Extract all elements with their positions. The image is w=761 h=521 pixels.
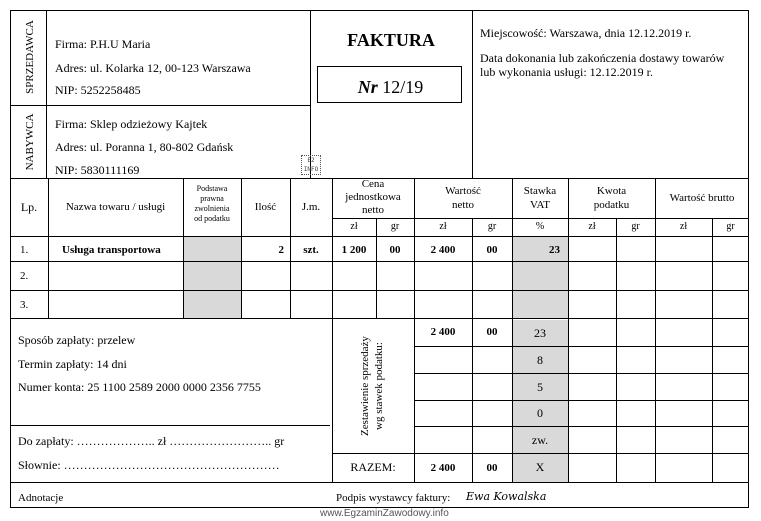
watermark: www.EgzaminZawodowy.info — [320, 508, 449, 519]
summary-rate-23: 23 — [534, 326, 546, 340]
sub-vat-pct: % — [535, 221, 545, 232]
row3-lp: 3. — [20, 299, 29, 311]
col-basis-2: prawna — [200, 194, 224, 203]
amount-to-pay: Do zapłaty: ……………….. zł …………………….. gr — [18, 434, 285, 448]
col-price-3: netto — [362, 204, 384, 216]
summary-row1-net-zl: 2 400 — [430, 326, 456, 338]
payment-term: Termin zapłaty: 14 dni — [18, 357, 127, 371]
summary-rate-0: 0 — [537, 406, 543, 420]
sub-gross-gr: gr — [726, 221, 735, 232]
row1-net-zl: 2 400 — [430, 244, 456, 256]
delivery-date-line1: Data dokonania lub zakończenia dostawy towarów — [480, 51, 725, 65]
col-net-1: Wartość — [445, 185, 481, 197]
row1-name: Usługa transportowa — [62, 244, 161, 256]
sub-price-zl: zł — [350, 221, 358, 232]
col-vat-2: VAT — [530, 199, 550, 211]
col-name: Nazwa towaru / usługi — [65, 201, 166, 213]
invoice-number-prefix: Nr — [357, 77, 378, 97]
stamp-icon: E2 INFO — [301, 155, 321, 175]
total-net-gr: 00 — [486, 462, 498, 474]
row2-lp: 2. — [20, 270, 29, 282]
summary-row1-net-gr: 00 — [486, 326, 498, 338]
sub-net-zl: zł — [439, 221, 447, 232]
col-gross: Wartość brutto — [669, 192, 735, 204]
total-net-zl: 2 400 — [430, 462, 456, 474]
col-price-2: jednostkowa — [345, 191, 401, 203]
seller-nip: NIP: 5252258485 — [55, 83, 141, 97]
col-tax-1: Kwota — [596, 185, 627, 197]
sub-net-gr: gr — [487, 221, 497, 232]
amount-in-words: Słownie: ……………………………………………… — [18, 458, 280, 472]
row1-vat: 23 — [549, 244, 560, 256]
notes-label: Adnotacje — [18, 492, 64, 504]
summary-label-2: wg stawek podatku: — [373, 342, 385, 430]
summary-rate-5: 5 — [537, 380, 543, 394]
row1-lp: 1. — [20, 244, 29, 256]
col-basis-4: od podatku — [194, 214, 230, 223]
invoice-title: FAKTURA — [347, 30, 435, 50]
buyer-address: Adres: ul. Poranna 1, 80-802 Gdańsk — [55, 140, 234, 154]
total-label: RAZEM: — [350, 460, 396, 474]
buyer-nip: NIP: 5830111169 — [55, 163, 140, 177]
summary-rate-8: 8 — [537, 353, 543, 367]
col-lp: Lp. — [20, 200, 38, 214]
bank-account: Numer konta: 25 1100 2589 2000 0000 2356 7755 — [18, 380, 261, 394]
col-net-2: netto — [452, 199, 474, 211]
sub-price-gr: gr — [390, 221, 400, 232]
col-basis-1: Podstawa — [196, 184, 228, 193]
invoice-number-box — [317, 66, 462, 103]
col-qty: Ilość — [254, 201, 277, 213]
seller-firm: Firma: P.H.U Maria — [55, 37, 151, 51]
row1-unit: szt. — [303, 244, 319, 256]
col-basis-3: zwolnienia — [194, 204, 230, 213]
seller-side-label: SPRZEDAWCA — [24, 20, 36, 94]
total-rate: X — [535, 460, 545, 474]
delivery-date-line2: lub wykonania usługi: 12.12.2019 r. — [480, 65, 653, 79]
row1-qty: 2 — [278, 244, 284, 256]
issuer-signature: Ewa Kowalska — [466, 490, 547, 503]
buyer-side-label: NABYWCA — [24, 113, 36, 171]
sub-gross-zl: zł — [679, 221, 688, 232]
invoice-number: 12/19 — [382, 77, 424, 97]
row1-net-gr: 00 — [486, 244, 498, 256]
col-tax-2: podatku — [593, 199, 630, 211]
sub-tax-zl: zł — [588, 221, 596, 232]
row1-price-zl: 1 200 — [341, 244, 367, 256]
sub-tax-gr: gr — [631, 221, 640, 232]
buyer-firm: Firma: Sklep odzieżowy Kajtek — [55, 117, 208, 131]
place-date: Miejscowość: Warszawa, dnia 12.12.2019 r. — [480, 26, 692, 40]
col-unit: J.m. — [301, 201, 321, 213]
summary-label-1: Zestawienie sprzedaży — [359, 336, 371, 436]
summary-label — [358, 326, 388, 446]
seller-address: Adres: ul. Kolarka 12, 00-123 Warszawa — [55, 61, 251, 75]
col-vat-1: Stawka — [523, 185, 557, 197]
payment-method: Sposób zapłaty: przelew — [18, 333, 136, 347]
summary-rate-exempt: zw. — [531, 433, 549, 447]
signature-label: Podpis wystawcy faktury: — [336, 492, 451, 504]
row1-price-gr: 00 — [389, 244, 401, 256]
col-price-1: Cena — [361, 178, 385, 190]
